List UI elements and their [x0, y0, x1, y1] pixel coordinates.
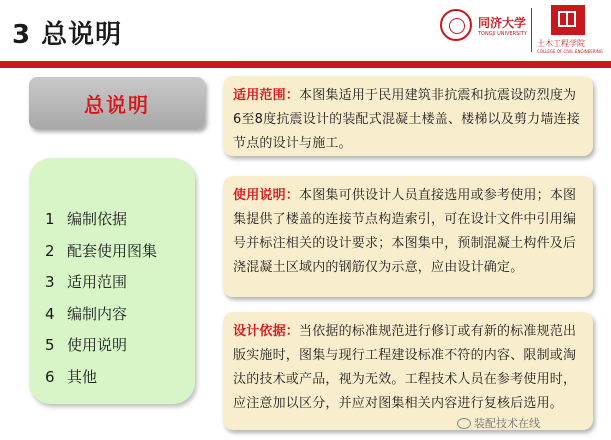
header-accent-bar	[0, 61, 611, 68]
civil-college-logo	[537, 5, 607, 55]
toc-item-label: 使用说明	[67, 336, 128, 354]
usage-panel	[223, 176, 593, 297]
civil-college-logo-subtext: COLLEGE OF CIVIL ENGINEERING	[537, 49, 603, 54]
toc-item-label: 编制内容	[67, 304, 128, 323]
watermark	[457, 415, 540, 431]
toc-item-number: 4	[45, 304, 55, 323]
civil-college-mark-icon	[551, 5, 585, 35]
usage-panel-text: 本图集可供设计人员直接选用或参考使用；本图集提供了楼盖的连接节点构造索引，可在设计文件中引用编号并标注相关的设计要求；本图集中，预制混凝土构件及后浇混凝土区域内的钢筋仅为示意，应由设计确定。	[233, 188, 577, 275]
scope-panel-text: 本图集适用于民用建筑非抗震和抗震设防烈度为6至8度抗震设计的装配式混凝土楼盖、楼梯以及剪力墙连接节点的设计与施工。	[233, 88, 580, 151]
basis-panel	[223, 312, 593, 430]
toc-item-number: 6	[45, 367, 55, 386]
toc-item-label: 配套使用图集	[67, 241, 158, 260]
toc-item-label: 编制依据	[67, 210, 128, 228]
toc-item-label: 其他	[67, 367, 98, 386]
tongji-logo-subtext: TONGJI UNIVERSITY	[478, 31, 527, 37]
toc-item-number: 5	[45, 336, 55, 354]
toc-item-5	[45, 334, 157, 366]
summary-box	[29, 77, 205, 129]
toc-item-label: 适用范围	[67, 273, 128, 291]
toc-item-2	[45, 240, 157, 272]
scope-panel-label: 适用范围：	[233, 88, 300, 103]
logo-divider	[531, 8, 532, 52]
toc-box	[29, 158, 195, 404]
tongji-logo-text: 同济大学	[478, 16, 527, 30]
slide-title: 3 总说明	[12, 20, 123, 50]
watermark-text: 装配技术在线	[474, 417, 540, 430]
toc-list	[45, 208, 157, 397]
tongji-university-logo	[440, 5, 532, 53]
wechat-icon	[457, 418, 471, 429]
toc-item-number: 3	[45, 273, 55, 291]
toc-item-number: 1	[45, 210, 55, 228]
toc-item-number: 2	[45, 241, 55, 260]
toc-item-1	[45, 208, 157, 240]
civil-college-logo-text: 土木工程学院	[537, 39, 585, 48]
basis-panel-label: 设计依据：	[233, 324, 300, 339]
tongji-seal-icon	[440, 9, 472, 41]
basis-panel-text: 当依据的标准规范进行修订或有新的标准规范出版实施时，图集与现行工程建设标准不符的内容、限制或淘汰的技术或产品，视为无效。工程技术人员在参考使用时，应注意加以区分，并应对图集相关内容进行复核后选用。	[233, 324, 577, 411]
summary-label: 总说明	[84, 92, 150, 117]
toc-item-3	[45, 271, 157, 303]
toc-item-4	[45, 303, 157, 335]
slide-header	[0, 0, 611, 60]
usage-panel-label: 使用说明：	[233, 188, 300, 203]
scope-panel	[223, 76, 593, 156]
toc-item-6	[45, 366, 157, 398]
